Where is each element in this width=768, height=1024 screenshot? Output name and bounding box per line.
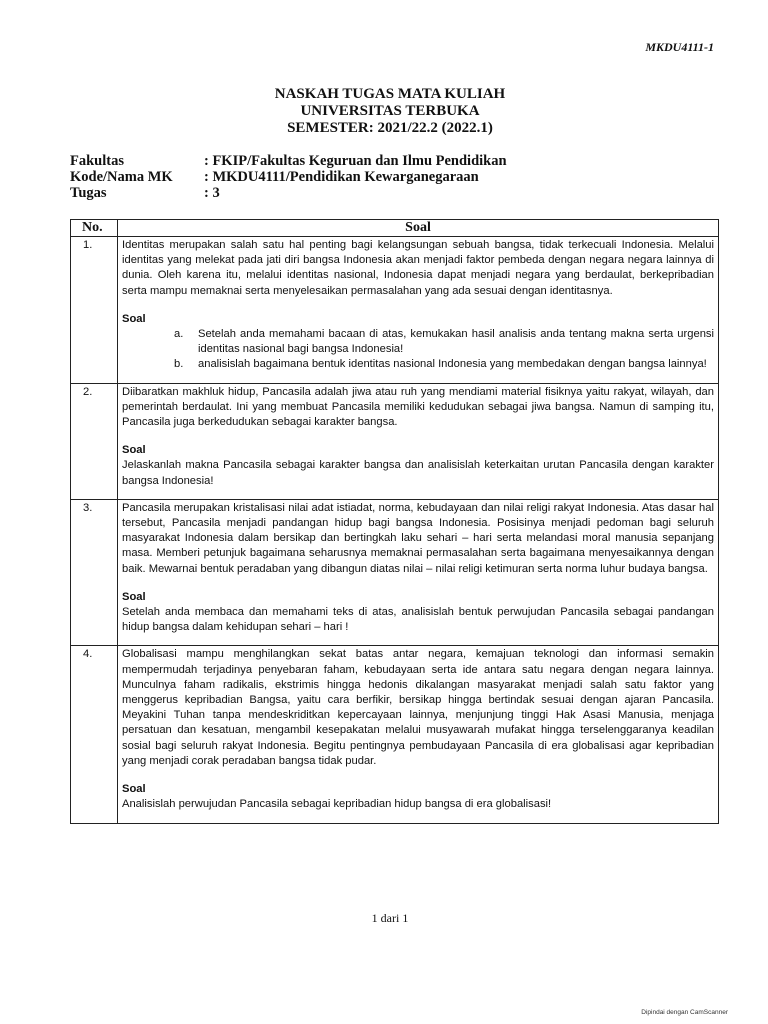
row-text: Identitas merupakan salah satu hal penting bagi kelangsungan sebuah bangsa, tidak terkecuali Indonesia. Melalui identitas yang melekat pada jati diri bangsa Indonesia akan menjadi faktor pembeda dengan negara negara lainnya di dunia. Oleh karena itu, melalui identitas nasional, Indonesia dapat menjadi negara yang berdaulat, berkepribadian serta mampu memaknai serta menyelesaikan permasalahan yang ada sesuai dengan identitasnya. xyxy=(122,239,714,297)
table-row xyxy=(71,499,719,646)
row-text: Diibaratkan makhluk hidup, Pancasila adalah jiwa atau ruh yang mendiami material fisiknya yaitu rakyat, wilayah, dan pemerintah berdaulat. Ini yang membuat Pancasila memiliki kedudukan sebagai jiwa bangsa. Namun di samping itu, Pancasila juga berkedudukan sebagai karakter bangsa. xyxy=(122,385,714,429)
scanner-watermark: Dipindai dengan CamScanner xyxy=(641,1009,728,1016)
table-row xyxy=(71,383,719,499)
row-content xyxy=(118,383,719,499)
tugas-label: Tugas xyxy=(70,185,107,201)
table-header-row xyxy=(71,220,719,237)
header-soal: Soal xyxy=(118,220,719,237)
soal-label: Soal xyxy=(122,783,146,796)
question-text: Analisislah perwujudan Pancasila sebagai kepribadian hidup bangsa di era globalisasi! xyxy=(122,798,552,811)
table-row xyxy=(71,646,719,823)
question-list xyxy=(122,327,714,373)
question-table xyxy=(70,219,719,824)
header-no: No. xyxy=(71,220,118,237)
tugas-value: : 3 xyxy=(204,185,220,201)
row-text: Pancasila merupakan kristalisasi nilai adat istiadat, norma, kebudayaan dan nilai religi rakyat Indonesia. Atas dasar hal tersebut, Pancasila menjadi pandangan hidup bagi bangsa Indonesia. Posisinya menjadi pedoman bagi seluruh masyarakat Indonesia dalam bersikap dan bertingkah laku sehari – hari serta melandasi moral manusia sepanjang masa. Memberi petunjuk bagaimana seharusnya memaknai permasalahan serta bagaimana menyesaikannya dengan baik. Mewarnai bentuk peradaban yang dibangun diatas nilai – nilai religi ketimuran serta norma luhur budaya bangsa. xyxy=(122,501,714,575)
meta-row-tugas xyxy=(70,185,507,201)
table-row xyxy=(71,237,719,384)
row-content xyxy=(118,499,719,646)
title-line-3: SEMESTER: 2021/22.2 (2022.1) xyxy=(287,120,493,136)
title-line-1: NASKAH TUGAS MATA KULIAH xyxy=(274,86,506,102)
row-content xyxy=(118,237,719,384)
meta-row-fakultas xyxy=(70,153,507,169)
row-number: 4. xyxy=(71,646,118,823)
soal-label: Soal xyxy=(122,312,146,325)
row-number: 2. xyxy=(71,383,118,499)
fakultas-label: Fakultas xyxy=(70,153,124,169)
fakultas-value: : FKIP/Fakultas Keguruan dan Ilmu Pendidikan xyxy=(204,153,507,169)
title-line-2: UNIVERSITAS TERBUKA xyxy=(300,103,480,119)
list-item xyxy=(174,357,714,372)
soal-label: Soal xyxy=(122,444,146,457)
item-marker: b. xyxy=(174,358,184,371)
meta-row-course xyxy=(70,169,507,185)
question-text: Jelaskanlah makna Pancasila sebagai karakter bangsa dan analisislah keterkaitan urutan Pancasila dengan karakter bangsa Indonesia! xyxy=(122,459,714,487)
page-number: 1 dari 1 xyxy=(371,911,409,925)
question-text: Setelah anda membaca dan memahami teks di atas, analisislah bentuk perwujudan Pancasila sebagai pandangan hidup bangsa dalam kehidupan sehari – hari ! xyxy=(122,606,714,634)
row-number: 1. xyxy=(71,237,118,384)
document-code: MKDU4111-1 xyxy=(645,40,714,54)
item-text: analisislah bagaimana bentuk identitas nasional Indonesia yang membedakan dengan bangsa lainnya! xyxy=(198,358,707,371)
row-content xyxy=(118,646,719,823)
soal-label: Soal xyxy=(122,590,146,603)
item-marker: a. xyxy=(174,328,184,341)
item-text: Setelah anda memahami bacaan di atas, kemukakan hasil analisis anda tentang makna serta urgensi identitas nasional bagi bangsa Indonesia! xyxy=(198,328,714,356)
course-value: : MKDU4111/Pendidikan Kewarganegaraan xyxy=(204,169,479,185)
row-number: 3. xyxy=(71,499,118,646)
course-meta xyxy=(70,153,507,201)
row-text: Globalisasi mampu menghilangkan sekat batas antar negara, kemajuan teknologi dan informasi semakin mempermudah terjadinya penyebaran faham, kebudayaan serta ide antara satu negara dengan negara lainnya. Munculnya faham radikalis, ekstrimis hingga hedonis dikalangan masyarakat menjadi salah satu faktor yang menggerus kepribadian Bangsa, yaitu cara berfikir, bersikap hingga bertindak sesuai dengan ajaran Pancasila. Meyakini Tuhan tanpa mendeskriditkan kepercayaan lainnya, menjunjung tinggi Hak Asasi Manusia, menjaga persatuan dan kesatuan, mengambil kesepakatan melalui musyawarah mufakat hingga terselenggaranya keadilan sosial bagi seluruh rakyat Indonesia. Begitu pentingnya pembudayaan Pancasila di era globalisasi agar kepribadian yang menjadi corak peradaban bangsa tidak pudar. xyxy=(122,648,714,767)
document-title xyxy=(0,86,768,137)
list-item xyxy=(174,327,714,357)
course-label: Kode/Nama MK xyxy=(70,169,173,185)
